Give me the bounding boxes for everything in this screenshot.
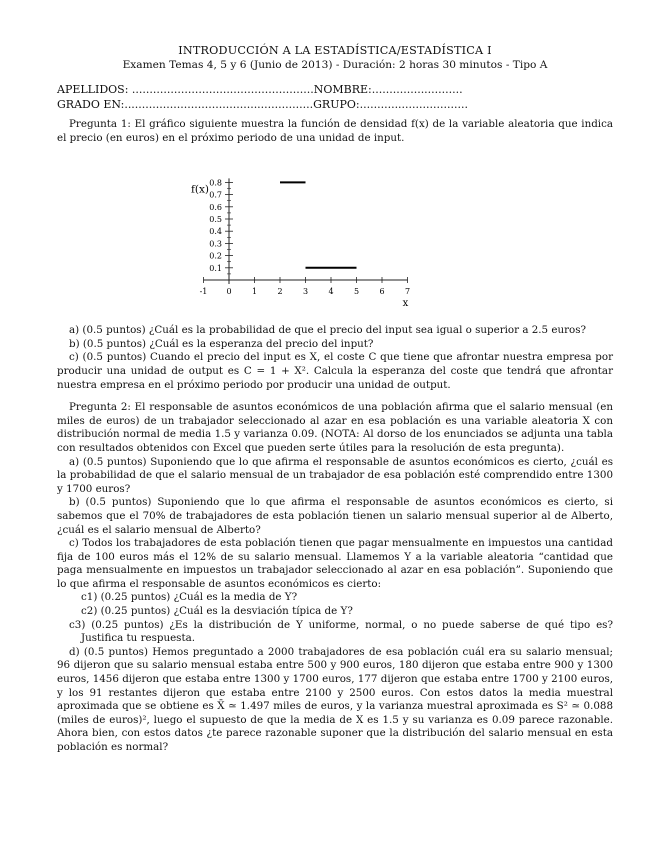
question-1c: c) (0.5 puntos) Cuando el precio del input es X, el coste C que tiene que afrontar nuestra empresa por producir una unidad de output es C = 1 + X². Calcula la esperanza del coste que tendrá que afrontar nuestra empresa en el próximo periodo por producir una unidad de output. xyxy=(57,351,613,391)
question-2a: a) (0.5 puntos) Suponiendo que lo que afirma el responsable de asuntos económicos es cierto, ¿cuál es la probabilidad de que el salario mensual de un trabajador de esa población esté comprendido entre 1300 y 1700 euros? xyxy=(57,455,613,495)
question-2d: d) (0.5 puntos) Hemos preguntado a 2000 trabajadores de esa población cuál era su salario mensual; 96 dijeron que su salario mensual estaba entre 500 y 900 euros, 180 dijeron que estaba entre 900 y 1300 euros, 1456 dijeron que estaba entre 1300 y 1700 euros, 177 dijeron que estaba entre 1700 y 2100 euros, y los 91 restantes dijeron que estaba entre 2100 y 2500 euros. Con estos datos la media muestral aproximada que se obtiene es X̄ ≃ 1.497 miles de euros, y la varianza muestral aproximada es S² ≃ 0.088 (miles de euros)², luego el supuesto de que la media de X es 1.5 y su varianza es 0.09 parece razonable. Ahora bien, con estos datos ¿te parece razonable suponer que la distribución del salario mensual en esta población es normal? xyxy=(57,645,613,753)
exam-page xyxy=(57,44,613,755)
question-2c1: c1) (0.25 puntos) ¿Cuál es la media de Y? xyxy=(81,591,298,604)
x-tick-label: 1 xyxy=(251,287,258,297)
exam-title: INTRODUCCIÓN A LA ESTADÍSTICA/ESTADÍSTICA I xyxy=(178,44,492,57)
question-2-intro: Pregunta 2: El responsable de asuntos económicos de una población afirma que el salario mensual (en miles de euros) de un trabajador seleccionado al azar en esa población es una variable aleatoria X con distribución normal de media 1.5 y varianza 0.09. (NOTA: Al dorso de los enunciados se adjunta una tabla con resultados obtenidos con Excel que pueden serte útiles para la resolución de esta pregunta). xyxy=(57,401,613,454)
question-1a: a) (0.5 puntos) ¿Cuál es la probabilidad de que el precio del input sea igual o superior a 2.5 euros? xyxy=(69,324,587,337)
question-2c: c) Todos los trabajadores de esta población tienen que pagar mensualmente en impuestos una cantidad fija de 100 euros más el 12% de su salario mensual. Llamemos Y a la variable aleatoria “cantidad que paga mensualmente en impuestos un trabajador seleccionado al azar en esa población”. Suponiendo que lo que afirma el responsable de asuntos económicos es cierto: xyxy=(57,537,613,590)
y-tick-label: 0.4 xyxy=(209,227,222,237)
y-tick-label: 0.5 xyxy=(209,215,222,225)
y-tick-label: 0.2 xyxy=(209,251,222,261)
x-tick-label: -1 xyxy=(199,287,208,297)
x-tick-label: 6 xyxy=(379,287,385,297)
question-2c3: c3) (0.25 puntos) ¿Es la distribución de Y uniforme, normal, o no puede saberse de qué tipo es? Justifica tu respuesta. xyxy=(69,618,613,645)
question-1-intro: Pregunta 1: El gráfico siguiente muestra la función de densidad f(x) de la variable aleatoria que indica el precio (en euros) en el próximo periodo de una unidad de input. xyxy=(57,118,613,144)
density-chart-svg xyxy=(57,149,613,324)
x-tick-label: 3 xyxy=(302,287,309,297)
apellidos-nombre-line: APELLIDOS: ....................................................NOMBRE:.......................... xyxy=(57,83,463,96)
grado-grupo-line: GRADO EN:......................................................GRUPO:............................... xyxy=(57,97,468,111)
student-fields xyxy=(57,83,613,112)
x-tick-label: 5 xyxy=(353,287,360,297)
y-axis-label: f(x) xyxy=(191,183,210,196)
density-chart xyxy=(57,149,613,324)
x-tick-label: 0 xyxy=(226,287,232,297)
x-tick-label: 4 xyxy=(328,287,334,297)
question-2c2: c2) (0.25 puntos) ¿Cuál es la desviación típica de Y? xyxy=(81,605,353,618)
x-tick-label: 2 xyxy=(277,287,283,297)
x-axis-label: x xyxy=(402,298,409,310)
y-tick-label: 0.7 xyxy=(209,190,222,200)
y-tick-label: 0.6 xyxy=(209,202,222,212)
y-tick-label: 0.1 xyxy=(209,263,222,273)
question-2b: b) (0.5 puntos) Suponiendo que lo que afirma el responsable de asuntos económicos es cierto, si sabemos que el 70% de trabajadores de esta población tienen un salario mensual superior al de Alberto, ¿cuál es el salario mensual de Alberto? xyxy=(57,496,613,536)
y-tick-label: 0.8 xyxy=(209,178,222,188)
y-tick-label: 0.3 xyxy=(209,239,222,249)
question-1b: b) (0.5 puntos) ¿Cuál es la esperanza del precio del input? xyxy=(69,337,374,350)
x-tick-label: 7 xyxy=(404,287,411,297)
exam-subtitle: Examen Temas 4, 5 y 6 (Junio de 2013) - Duración: 2 horas 30 minutos - Tipo A xyxy=(122,59,548,71)
